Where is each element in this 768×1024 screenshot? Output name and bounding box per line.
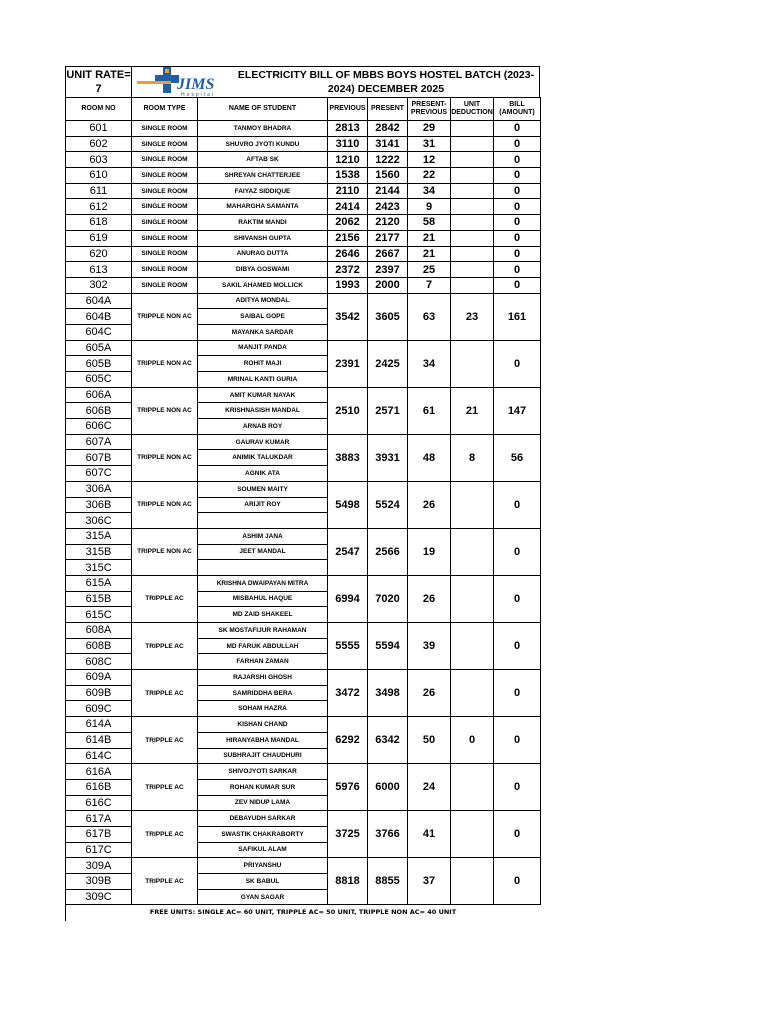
col-bill: BILL (AMOUNT) — [494, 98, 541, 121]
units-consumed: 61 — [408, 387, 451, 434]
student-name: ASHIM JANA — [198, 528, 328, 544]
unit-deduction: 23 — [451, 293, 494, 340]
bill-amount: 0 — [494, 199, 541, 215]
previous-reading: 2391 — [328, 340, 368, 387]
student-name: KRISHNASISH MANDAL — [198, 403, 328, 419]
room-number: 605B — [66, 356, 132, 372]
unit-deduction: 8 — [451, 434, 494, 481]
room-number: 617C — [66, 842, 132, 858]
room-number: 614A — [66, 717, 132, 733]
room-number: 309C — [66, 889, 132, 905]
col-name: NAME OF STUDENT — [198, 98, 328, 121]
student-name: JEET MANDAL — [198, 544, 328, 560]
present-reading: 2423 — [368, 199, 408, 215]
room-type: SINGLE ROOM — [132, 199, 198, 215]
page-title — [231, 67, 541, 96]
student-name: GAURAV KUMAR — [198, 434, 328, 450]
student-name: SK MOSTAFIJUR RAHAMAN — [198, 623, 328, 639]
table-row — [66, 340, 541, 356]
units-consumed: 41 — [408, 811, 451, 858]
unit-deduction — [451, 575, 494, 622]
room-number: 605A — [66, 340, 132, 356]
bill-amount: 0 — [494, 246, 541, 262]
room-number: 613 — [66, 262, 132, 278]
unit-deduction — [451, 215, 494, 231]
student-name: PRIYANSHU — [198, 858, 328, 874]
student-name: SOUMEN MAITY — [198, 481, 328, 497]
student-name: MANJIT PANDA — [198, 340, 328, 356]
units-consumed: 7 — [408, 277, 451, 293]
previous-reading: 3542 — [328, 293, 368, 340]
student-name: ARIJIT ROY — [198, 497, 328, 513]
present-reading: 3766 — [368, 811, 408, 858]
bill-amount: 0 — [494, 183, 541, 199]
room-number: 616B — [66, 779, 132, 795]
room-number: 606A — [66, 387, 132, 403]
present-reading: 1560 — [368, 168, 408, 184]
unit-deduction — [451, 623, 494, 670]
room-number: 607B — [66, 450, 132, 466]
units-consumed: 24 — [408, 764, 451, 811]
room-number: 615C — [66, 607, 132, 623]
student-name: RAKTIM MANDI — [198, 215, 328, 231]
room-type: TRIPPLE NON AC — [132, 434, 198, 481]
table-row — [66, 183, 541, 199]
bill-amount: 147 — [494, 387, 541, 434]
table-row — [66, 764, 541, 780]
previous-reading: 2813 — [328, 121, 368, 137]
table-row — [66, 121, 541, 137]
unit-deduction — [451, 481, 494, 528]
present-reading: 2842 — [368, 121, 408, 137]
col-room-no: ROOM NO — [66, 98, 132, 121]
units-consumed: 25 — [408, 262, 451, 278]
student-name: MAYANKA SARDAR — [198, 324, 328, 340]
bill-sheet — [65, 66, 540, 921]
previous-reading: 3725 — [328, 811, 368, 858]
previous-reading: 5498 — [328, 481, 368, 528]
table-row — [66, 168, 541, 184]
student-name: SHUVRO JYOTI KUNDU — [198, 136, 328, 152]
room-number: 302 — [66, 277, 132, 293]
previous-reading: 1210 — [328, 152, 368, 168]
bill-amount: 0 — [494, 136, 541, 152]
room-type: SINGLE ROOM — [132, 121, 198, 137]
room-number: 609A — [66, 670, 132, 686]
table-row — [66, 528, 541, 544]
student-name: SOHAM HAZRA — [198, 701, 328, 717]
room-type: SINGLE ROOM — [132, 168, 198, 184]
room-number: 608B — [66, 638, 132, 654]
unit-deduction — [451, 858, 494, 905]
student-name: KISHAN CHAND — [198, 717, 328, 733]
room-number: 616C — [66, 795, 132, 811]
free-units-note: FREE UNITS: SINGLE AC= 60 UNIT, TRIPPLE AC= 50 UNIT, TRIPPLE NON AC= 40 UNIT — [65, 905, 540, 921]
unit-rate-cell — [66, 67, 132, 97]
previous-reading: 2062 — [328, 215, 368, 231]
present-reading: 2566 — [368, 528, 408, 575]
units-consumed: 29 — [408, 121, 451, 137]
bill-amount: 0 — [494, 623, 541, 670]
room-number: 601 — [66, 121, 132, 137]
room-type: TRIPPLE AC — [132, 623, 198, 670]
present-reading: 2425 — [368, 340, 408, 387]
room-type: TRIPPLE AC — [132, 717, 198, 764]
unit-deduction — [451, 136, 494, 152]
room-number: 306C — [66, 513, 132, 529]
bill-amount: 0 — [494, 152, 541, 168]
student-name: FARHAN ZAMAN — [198, 654, 328, 670]
student-name: SWASTIK CHAKRABORTY — [198, 826, 328, 842]
room-number: 606B — [66, 403, 132, 419]
table-row — [66, 277, 541, 293]
logo-subtext: Hospital — [181, 92, 216, 97]
room-type: SINGLE ROOM — [132, 230, 198, 246]
table-row — [66, 434, 541, 450]
room-number: 620 — [66, 246, 132, 262]
bill-amount: 0 — [494, 277, 541, 293]
title-line-1: ELECTRICITY BILL OF MBBS BOYS HOSTEL BATCH (2023- — [237, 69, 535, 81]
table-row — [66, 387, 541, 403]
sheet-header — [65, 66, 540, 97]
unit-deduction: 0 — [451, 717, 494, 764]
bill-amount: 0 — [494, 481, 541, 528]
student-name: MRINAL KANTI GURIA — [198, 372, 328, 388]
title-line-2: 2024) DECEMBER 2025 — [327, 83, 445, 95]
unit-rate-value: 7 — [95, 83, 102, 95]
room-number: 309A — [66, 858, 132, 874]
jims-logo — [133, 67, 229, 97]
present-reading: 2120 — [368, 215, 408, 231]
units-consumed: 21 — [408, 230, 451, 246]
bill-amount: 0 — [494, 230, 541, 246]
table-row — [66, 481, 541, 497]
student-name: GYAN SAGAR — [198, 889, 328, 905]
student-name: FAIYAZ SIDDIQUE — [198, 183, 328, 199]
table-row — [66, 623, 541, 639]
room-number: 611 — [66, 183, 132, 199]
present-reading: 3931 — [368, 434, 408, 481]
units-consumed: 34 — [408, 183, 451, 199]
bill-amount: 0 — [494, 262, 541, 278]
student-name: ROHAN KUMAR SUR — [198, 779, 328, 795]
present-reading: 2667 — [368, 246, 408, 262]
room-number: 608C — [66, 654, 132, 670]
room-type: TRIPPLE NON AC — [132, 387, 198, 434]
student-name: HIRANYABHA MANDAL — [198, 732, 328, 748]
room-number: 615A — [66, 575, 132, 591]
units-consumed: 26 — [408, 481, 451, 528]
room-type: TRIPPLE NON AC — [132, 293, 198, 340]
student-name: ANIMIK TALUKDAR — [198, 450, 328, 466]
student-name: MD ZAID SHAKEEL — [198, 607, 328, 623]
units-consumed: 63 — [408, 293, 451, 340]
student-name: SHIVOJYOTI SARKAR — [198, 764, 328, 780]
student-name — [198, 513, 328, 529]
room-number: 604C — [66, 324, 132, 340]
student-name: SUBHRAJIT CHAUDHURI — [198, 748, 328, 764]
unit-deduction: 21 — [451, 387, 494, 434]
present-reading: 2000 — [368, 277, 408, 293]
room-type: TRIPPLE NON AC — [132, 481, 198, 528]
room-number: 306A — [66, 481, 132, 497]
student-name: SK BABUL — [198, 874, 328, 890]
previous-reading: 1538 — [328, 168, 368, 184]
table-row — [66, 230, 541, 246]
header-row — [66, 98, 541, 121]
units-consumed: 19 — [408, 528, 451, 575]
student-name: SHIVANSH GUPTA — [198, 230, 328, 246]
previous-reading: 2414 — [328, 199, 368, 215]
room-number: 614B — [66, 732, 132, 748]
student-name: AFTAB SK — [198, 152, 328, 168]
room-type: TRIPPLE AC — [132, 575, 198, 622]
present-reading: 2397 — [368, 262, 408, 278]
previous-reading: 2646 — [328, 246, 368, 262]
student-name: DEBAYUDH SARKAR — [198, 811, 328, 827]
present-reading: 3141 — [368, 136, 408, 152]
bill-amount: 161 — [494, 293, 541, 340]
bill-amount: 56 — [494, 434, 541, 481]
units-consumed: 39 — [408, 623, 451, 670]
col-previous: PREVIOUS — [328, 98, 368, 121]
student-name: SAMRIDDHA BERA — [198, 685, 328, 701]
table-row — [66, 858, 541, 874]
room-number: 306B — [66, 497, 132, 513]
units-consumed: 12 — [408, 152, 451, 168]
student-name: SAFIKUL ALAM — [198, 842, 328, 858]
units-consumed: 34 — [408, 340, 451, 387]
room-number: 609B — [66, 685, 132, 701]
room-number: 612 — [66, 199, 132, 215]
student-name: MD FARUK ABDULLAH — [198, 638, 328, 654]
previous-reading: 8818 — [328, 858, 368, 905]
room-type: TRIPPLE AC — [132, 811, 198, 858]
student-name: DIBYA GOSWAMI — [198, 262, 328, 278]
room-number: 616A — [66, 764, 132, 780]
table-row — [66, 811, 541, 827]
student-name: SAKIL AHAMED MOLLICK — [198, 277, 328, 293]
previous-reading: 6292 — [328, 717, 368, 764]
student-name — [198, 560, 328, 576]
present-reading: 3605 — [368, 293, 408, 340]
bill-amount: 0 — [494, 858, 541, 905]
room-type: SINGLE ROOM — [132, 215, 198, 231]
room-number: 602 — [66, 136, 132, 152]
col-present: PRESENT — [368, 98, 408, 121]
unit-deduction — [451, 277, 494, 293]
previous-reading: 2156 — [328, 230, 368, 246]
room-number: 617A — [66, 811, 132, 827]
previous-reading: 1993 — [328, 277, 368, 293]
student-name: MISBAHUL HAQUE — [198, 591, 328, 607]
present-reading: 7020 — [368, 575, 408, 622]
table-row — [66, 215, 541, 231]
unit-deduction — [451, 670, 494, 717]
room-type: TRIPPLE AC — [132, 670, 198, 717]
student-name: ANURAG DUTTA — [198, 246, 328, 262]
student-name: RAJARSHI GHOSH — [198, 670, 328, 686]
units-consumed: 22 — [408, 168, 451, 184]
student-name: SAIBAL GOPE — [198, 309, 328, 325]
room-type: TRIPPLE AC — [132, 764, 198, 811]
units-consumed: 21 — [408, 246, 451, 262]
room-number: 315A — [66, 528, 132, 544]
student-name: ZEV NIDUP LAMA — [198, 795, 328, 811]
bill-amount: 0 — [494, 717, 541, 764]
table-row — [66, 262, 541, 278]
room-number: 605C — [66, 372, 132, 388]
units-consumed: 50 — [408, 717, 451, 764]
room-number: 608A — [66, 623, 132, 639]
present-reading: 8855 — [368, 858, 408, 905]
unit-deduction — [451, 340, 494, 387]
room-type: SINGLE ROOM — [132, 183, 198, 199]
room-type: TRIPPLE NON AC — [132, 340, 198, 387]
student-name: SHREYAN CHATTERJEE — [198, 168, 328, 184]
bill-amount: 0 — [494, 575, 541, 622]
col-deduction: UNIT DEDUCTION — [451, 98, 494, 121]
present-reading: 2144 — [368, 183, 408, 199]
bill-amount: 0 — [494, 670, 541, 717]
room-number: 604B — [66, 309, 132, 325]
unit-deduction — [451, 168, 494, 184]
previous-reading: 3110 — [328, 136, 368, 152]
bill-amount: 0 — [494, 811, 541, 858]
room-number: 315B — [66, 544, 132, 560]
col-diff: PRESENT-PREVIOUS — [408, 98, 451, 121]
previous-reading: 5555 — [328, 623, 368, 670]
room-type: SINGLE ROOM — [132, 262, 198, 278]
unit-deduction — [451, 246, 494, 262]
table-row — [66, 717, 541, 733]
student-name: ADITYA MONDAL — [198, 293, 328, 309]
table-row — [66, 136, 541, 152]
unit-rate-label: UNIT RATE= — [66, 69, 131, 81]
unit-deduction — [451, 199, 494, 215]
table-row — [66, 199, 541, 215]
room-type: SINGLE ROOM — [132, 277, 198, 293]
units-consumed: 31 — [408, 136, 451, 152]
logo-text: JIMS — [177, 76, 215, 93]
room-number: 609C — [66, 701, 132, 717]
unit-deduction — [451, 262, 494, 278]
table-body — [66, 121, 541, 905]
units-consumed: 48 — [408, 434, 451, 481]
room-type: TRIPPLE AC — [132, 858, 198, 905]
previous-reading: 6994 — [328, 575, 368, 622]
student-name: AMIT KUMAR NAYAK — [198, 387, 328, 403]
room-number: 607C — [66, 466, 132, 482]
previous-reading: 3472 — [328, 670, 368, 717]
bill-amount: 0 — [494, 121, 541, 137]
table-row — [66, 152, 541, 168]
unit-deduction — [451, 121, 494, 137]
previous-reading: 2510 — [328, 387, 368, 434]
room-type: SINGLE ROOM — [132, 136, 198, 152]
unit-deduction — [451, 152, 494, 168]
table-row — [66, 670, 541, 686]
bill-amount: 0 — [494, 168, 541, 184]
room-number: 614C — [66, 748, 132, 764]
room-number: 619 — [66, 230, 132, 246]
room-number: 610 — [66, 168, 132, 184]
present-reading: 5524 — [368, 481, 408, 528]
units-consumed: 37 — [408, 858, 451, 905]
room-number: 604A — [66, 293, 132, 309]
present-reading: 6000 — [368, 764, 408, 811]
student-name: TANMOY BHADRA — [198, 121, 328, 137]
previous-reading: 2372 — [328, 262, 368, 278]
unit-deduction — [451, 183, 494, 199]
present-reading: 6342 — [368, 717, 408, 764]
previous-reading: 2110 — [328, 183, 368, 199]
room-number: 309B — [66, 874, 132, 890]
room-type: SINGLE ROOM — [132, 152, 198, 168]
units-consumed: 26 — [408, 575, 451, 622]
units-consumed: 26 — [408, 670, 451, 717]
unit-deduction — [451, 230, 494, 246]
student-name: ROHIT MAJI — [198, 356, 328, 372]
previous-reading: 5976 — [328, 764, 368, 811]
bill-amount: 0 — [494, 340, 541, 387]
room-number: 315C — [66, 560, 132, 576]
room-type: TRIPPLE NON AC — [132, 528, 198, 575]
student-name: KRISHNA DWAIPAYAN MITRA — [198, 575, 328, 591]
room-number: 606C — [66, 419, 132, 435]
table-row — [66, 293, 541, 309]
col-room-type: ROOM TYPE — [132, 98, 198, 121]
unit-deduction — [451, 528, 494, 575]
units-consumed: 9 — [408, 199, 451, 215]
room-number: 618 — [66, 215, 132, 231]
present-reading: 3498 — [368, 670, 408, 717]
student-name: AGNIK ATA — [198, 466, 328, 482]
room-number: 615B — [66, 591, 132, 607]
previous-reading: 3883 — [328, 434, 368, 481]
student-name: ARNAB ROY — [198, 419, 328, 435]
bill-table — [65, 97, 541, 905]
present-reading: 2177 — [368, 230, 408, 246]
bill-amount: 0 — [494, 764, 541, 811]
table-row — [66, 246, 541, 262]
present-reading: 2571 — [368, 387, 408, 434]
student-name: MAHARGHA SAMANTA — [198, 199, 328, 215]
room-number: 617B — [66, 826, 132, 842]
room-number: 603 — [66, 152, 132, 168]
present-reading: 1222 — [368, 152, 408, 168]
unit-deduction — [451, 811, 494, 858]
room-number: 607A — [66, 434, 132, 450]
previous-reading: 2547 — [328, 528, 368, 575]
room-type: SINGLE ROOM — [132, 246, 198, 262]
bill-amount: 0 — [494, 215, 541, 231]
unit-deduction — [451, 764, 494, 811]
bill-amount: 0 — [494, 528, 541, 575]
units-consumed: 58 — [408, 215, 451, 231]
present-reading: 5594 — [368, 623, 408, 670]
table-row — [66, 575, 541, 591]
